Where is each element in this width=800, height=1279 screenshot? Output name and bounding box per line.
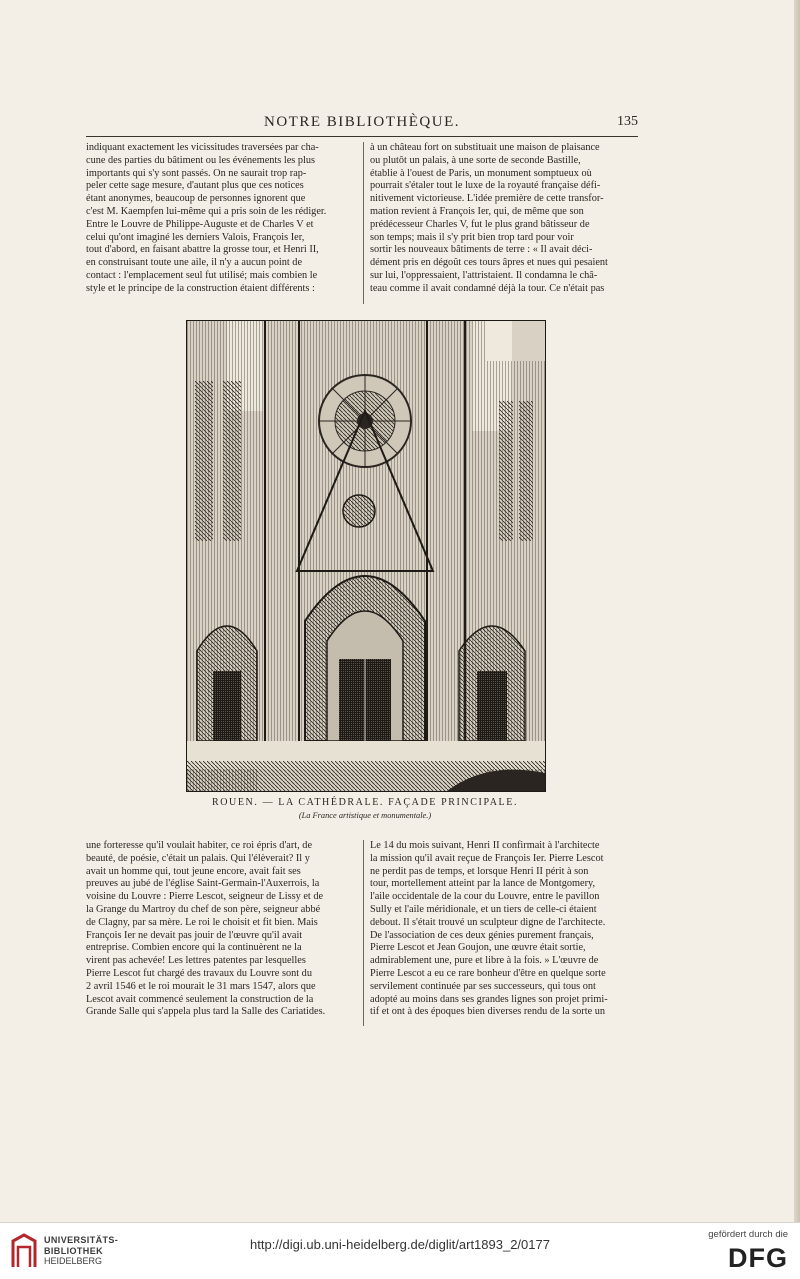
text-line: l'aile occidentale de la cour du Louvre, entre le pavillon: [370, 891, 600, 903]
text-line: tif et ont à des époques bien diverses rendu de la sorte un: [370, 1006, 606, 1018]
text-line: indiquant exactement les vicissitudes traversées par cha-: [86, 142, 319, 153]
text-line: ne perdit pas de temps, et lorsque Henri II périt à son: [370, 865, 589, 877]
text-line: celui qu'ont imaginé les derniers Valois, François Ier,: [86, 231, 305, 243]
text-line: voisine du Louvre : Pierre Lescot, seigneur de Lissy et de: [86, 891, 324, 903]
text-line: entreprise. Combien encore qui la continuèrent ne la: [86, 942, 302, 954]
text-line: admirablement une, pure et libre à la fois. » L'œuvre de: [370, 955, 599, 967]
permalink[interactable]: http://digi.ub.uni-heidelberg.de/diglit/art1893_2/0177: [250, 1237, 550, 1252]
text-line: la Grange du Martroy du chef de son père, seigneur abbé: [86, 903, 321, 915]
cathedral-illustration: [187, 321, 545, 791]
text-line: debout. Il s'était trouvé un sculpteur digne de l'architecte.: [370, 916, 606, 928]
text-line: la mission qu'il avait reçue de François Ier. Pierre Lescot: [370, 852, 604, 864]
text-column-top-left: [86, 142, 364, 304]
text-line: style et le principe de la construction étaient différents :: [86, 282, 315, 294]
text-line: Sully et l'aile méridionale, et un tiers de celle-ci étaient: [370, 903, 597, 915]
running-title: NOTRE BIBLIOTHÈQUE.: [264, 114, 460, 130]
text-line: Entre le Louvre de Philippe-Auguste et de Charles V et: [86, 218, 314, 230]
text-line: son temps; mais il s'y prit bien trop tard pour voir: [370, 231, 574, 243]
text-line: à un château fort on substituait une maison de plaisance: [370, 142, 600, 153]
text-line: Le 14 du mois suivant, Henri II confirmait à l'architecte: [370, 840, 600, 851]
text-line: contact : l'emplacement seul fut utilisé; mais combien le: [86, 269, 318, 281]
text-line: 2 avril 1546 et le roi mourait le 31 mars 1547, alors que: [86, 980, 316, 992]
text-line: une forteresse qu'il voulait habiter, ce roi épris d'art, de: [86, 840, 313, 851]
logo-line-2: BIBLIOTHEK: [44, 1245, 103, 1256]
text-line: François Ier ne devait pas jouir de l'œuvre qu'il avait: [86, 929, 303, 941]
text-line: peler cette sage mesure, d'autant plus que ces notices: [86, 180, 304, 192]
text-line: mation revient à François Ier, qui, de même que son: [370, 205, 584, 217]
text-line: en construisant toute une aile, il n'y a aucun point de: [86, 257, 303, 269]
text-line: servilement continuée par ses successeurs, qui tous ont: [370, 980, 596, 992]
text-line: adopté au moins dans ses grandes lignes son projet primi-: [370, 993, 608, 1005]
text-column-top-right: [370, 142, 638, 304]
text-line: beauté, de poésie, c'était un palais. Qui l'élèverait? Il y: [86, 852, 310, 864]
text-line: Pierre Lescot fut chargé des travaux du Louvre sont du: [86, 967, 312, 979]
text-line: tout d'abord, en faisant abattre la grosse tour, et Henri II,: [86, 244, 319, 256]
text-line: c'est M. Kaempfen lui-même qui a pris soin de les rédiger.: [86, 205, 327, 217]
text-line: sur lui, l'oppressaient, l'attristaient. Il condamna le châ-: [370, 269, 598, 281]
text-line: Lescot avait commencé seulement la construction de la: [86, 993, 314, 1005]
sponsor-note: gefördert durch die: [708, 1229, 788, 1240]
text-line: établie à l'ouest de Paris, un monument somptueux où: [370, 167, 592, 179]
dfg-logo: DFG: [728, 1243, 788, 1273]
logo-line-1: UNIVERSITÄTS-: [44, 1235, 119, 1245]
text-line: sortir les nouveaux bâtiments de terre : « Il avait déci-: [370, 244, 593, 256]
text-line: cune des parties du bâtiment ou les événements les plus: [86, 154, 316, 166]
figure-source: (La France artistique et monumentale.): [298, 811, 432, 820]
text-line: virent pas achevée! Les lettres patentes par lesquelles: [86, 955, 306, 967]
text-line: nitivement victorieuse. L'idée première de cette transfor-: [370, 193, 604, 205]
footer-bar: [0, 1222, 800, 1279]
text-line: De l'association de ces deux génies purement français,: [370, 929, 594, 941]
text-line: étant anonymes, beaucoup de personnes ignorent que: [86, 193, 306, 205]
text-column-bottom-right: [370, 840, 638, 1026]
running-header: [86, 114, 638, 137]
text-line: preuves au jubé de l'église Saint-Germain-l'Auxerrois, la: [86, 878, 320, 890]
text-line: importants qui s'y sont passés. On ne saurait trop rap-: [86, 167, 307, 179]
logo-line-3: HEIDELBERG: [44, 1256, 103, 1266]
text-line: tour, mortellement atteint par la lance de Montgomery,: [370, 878, 596, 890]
text-line: pourrait s'étaler tout le luxe de la royauté française défi-: [370, 180, 601, 192]
figure-caption: ROUEN. — LA CATHÉDRALE. FAÇADE PRINCIPALE.: [211, 797, 519, 808]
text-line: avait un homme qui, tout jeune encore, avait fait ses: [86, 865, 301, 877]
cathedral-engraving: [186, 320, 546, 792]
text-line: Grande Salle qui s'appela plus tard la Salle des Cariatides.: [86, 1006, 326, 1018]
text-column-bottom-left: [86, 840, 364, 1026]
text-line: prédécesseur Charles V, fut le plus grand bâtisseur de: [370, 218, 590, 230]
text-line: Pierre Lescot a eu ce rare bonheur d'être en quelque sorte: [370, 967, 606, 979]
page-number: 135: [617, 114, 638, 129]
page-edge: [794, 0, 800, 1222]
text-line: teau comme il avait condamné déjà la tour. Ce n'était pas: [370, 282, 605, 294]
text-line: dément pris en dégoût ces tours âpres et nues qui pesaient: [370, 257, 608, 269]
text-line: Pierre Lescot et Jean Goujon, une œuvre était sortie,: [370, 942, 586, 954]
text-line: ou plutôt un palais, à une sorte de seconde Bastille,: [370, 154, 581, 166]
text-line: de Clagny, par sa mère. Le roi le choisit et fit bien. Mais: [86, 916, 318, 928]
